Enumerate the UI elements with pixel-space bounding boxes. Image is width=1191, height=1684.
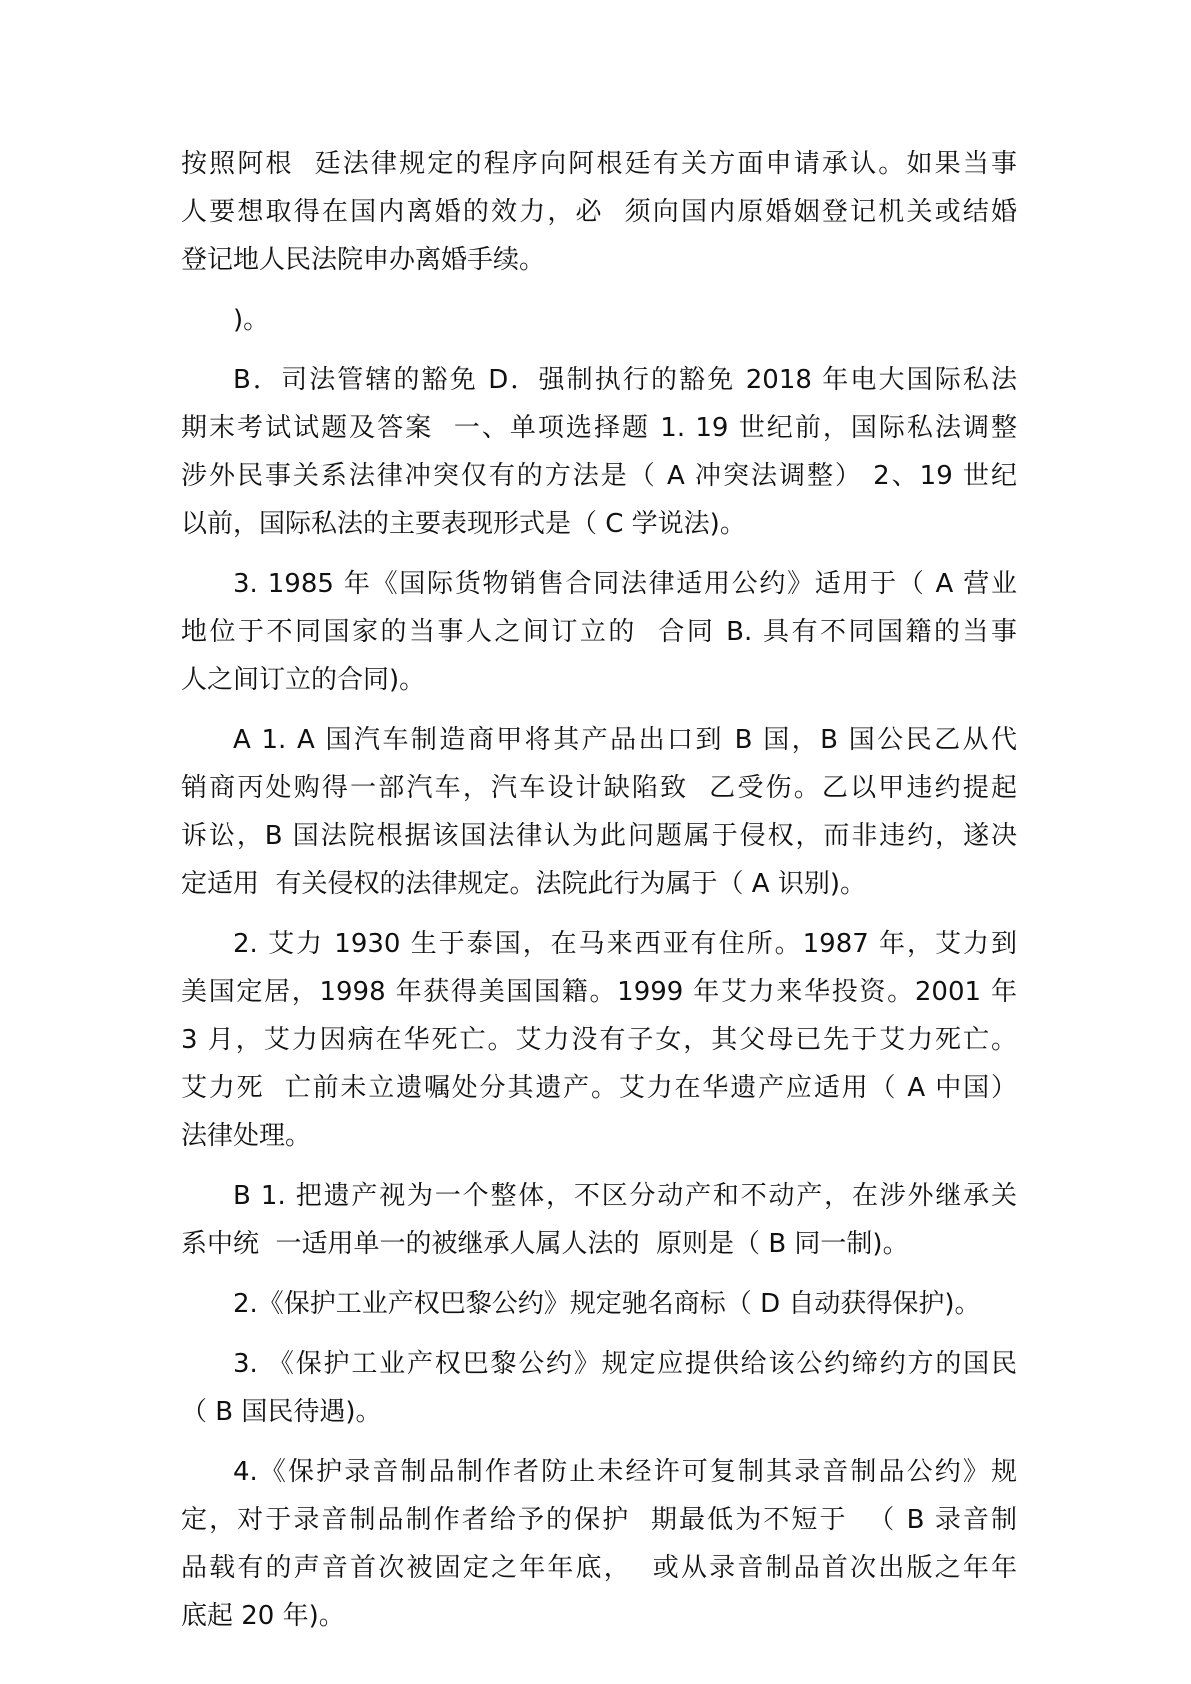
text-line: 定适用 有关侵权的法律规定。法院此行为属于（ A 识别)。 bbox=[181, 869, 866, 899]
text-line: 销商丙处购得一部汽车，汽车设计缺陷致 乙受伤。乙以甲违约提起 bbox=[181, 773, 1017, 803]
text-line: 以前，国际私法的主要表现形式是（ C 学说法)。 bbox=[181, 509, 746, 539]
text-line: 底起 20 年)。 bbox=[181, 1601, 345, 1631]
text-line: 3. 《保护工业产权巴黎公约》规定应提供给该公约缔约方的国民 bbox=[233, 1349, 1017, 1379]
text-line: 定，对于录音制品制作者给予的保护 期最低为不短于 （ B 录音制 bbox=[181, 1505, 1017, 1535]
paragraph bbox=[181, 1172, 1017, 1268]
paragraph bbox=[181, 1280, 1017, 1328]
text-line: B．司法管辖的豁免 D．强制执行的豁免 2018 年电大国际私法 bbox=[233, 365, 1017, 395]
text-line: 涉外民事关系法律冲突仅有的方法是（ A 冲突法调整） 2、19 世纪 bbox=[181, 461, 1017, 491]
paragraph bbox=[181, 356, 1017, 548]
text-line: 品载有的声音首次被固定之年年底， 或从录音制品首次出版之年年 bbox=[181, 1553, 1017, 1583]
text-line: （ B 国民待遇)。 bbox=[181, 1397, 382, 1427]
text-line: 诉讼，B 国法院根据该国法律认为此问题属于侵权，而非违约，遂决 bbox=[181, 821, 1017, 851]
paragraph bbox=[181, 140, 1017, 284]
text-line: 按照阿根 廷法律规定的程序向阿根廷有关方面申请承认。如果当事 bbox=[181, 149, 1017, 179]
text-line: 4.《保护录音制品制作者防止未经许可复制其录音制品公约》规 bbox=[233, 1457, 1017, 1487]
text-line: 期末考试试题及答案 一、单项选择题 1. 19 世纪前，国际私法调整 bbox=[181, 413, 1017, 443]
text-line: 法律处理。 bbox=[181, 1121, 312, 1151]
text-line: 人之间订立的合同)。 bbox=[181, 665, 426, 695]
text-line: 美国定居，1998 年获得美国国籍。1999 年艾力来华投资。2001 年 bbox=[181, 977, 1017, 1007]
text-line: A 1. A 国汽车制造商甲将其产品出口到 B 国，B 国公民乙从代 bbox=[233, 725, 1017, 755]
text-line: 艾力死 亡前未立遗嘱处分其遗产。艾力在华遗产应适用（ A 中国） bbox=[181, 1073, 1017, 1103]
text-line: 3 月，艾力因病在华死亡。艾力没有子女，其父母已先于艾力死亡。 bbox=[181, 1025, 1017, 1055]
paragraph bbox=[181, 296, 1017, 344]
text-line: 系中统 一适用单一的被继承人属人法的 原则是（ B 同一制)。 bbox=[181, 1229, 909, 1259]
paragraph bbox=[181, 1448, 1017, 1640]
text-line: 登记地人民法院申办离婚手续。 bbox=[181, 245, 546, 275]
text-line: )。 bbox=[233, 305, 270, 335]
paragraph bbox=[181, 920, 1017, 1160]
document-body bbox=[181, 140, 1017, 1652]
text-line: 人要想取得在国内离婚的效力，必 须向国内原婚姻登记机关或结婚 bbox=[181, 197, 1017, 227]
paragraph bbox=[181, 716, 1017, 908]
paragraph bbox=[181, 560, 1017, 704]
text-line: 地位于不同国家的当事人之间订立的 合同 B. 具有不同国籍的当事 bbox=[181, 617, 1017, 647]
text-line: 2. 艾力 1930 生于泰国，在马来西亚有住所。1987 年，艾力到 bbox=[233, 929, 1017, 959]
text-line: 3. 1985 年《国际货物销售合同法律适用公约》适用于（ A 营业 bbox=[233, 569, 1017, 599]
paragraph bbox=[181, 1340, 1017, 1436]
text-line: 2.《保护工业产权巴黎公约》规定驰名商标（ D 自动获得保护)。 bbox=[233, 1289, 981, 1319]
text-line: B 1. 把遗产视为一个整体，不区分动产和不动产，在涉外继承关 bbox=[233, 1181, 1017, 1211]
